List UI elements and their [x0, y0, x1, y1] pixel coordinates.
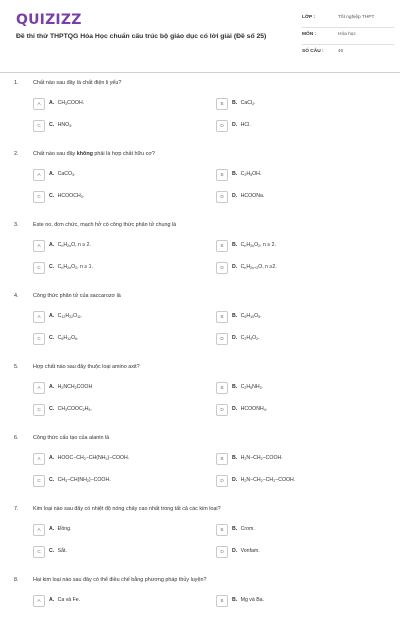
question-text: Kim loại nào sau đây có nhiệt độ nóng chảy cao nhất trong tất cả các kim loại? [33, 506, 221, 512]
worksheet-title: Đề thi thử THPTQG Hóa Học chuẩn cấu trúc bộ giáo dục có lời giải (Đề số 25) [16, 33, 267, 40]
option-label: D. [232, 335, 238, 341]
option-label: B. [232, 171, 238, 177]
option-text [49, 406, 92, 412]
option-letter-box[interactable]: B [216, 169, 228, 181]
option-d[interactable] [216, 262, 386, 276]
option-c[interactable] [33, 546, 203, 560]
option-content: $C_nH_{2n}O_2$, n ≥ 2. [239, 242, 276, 248]
meta-value: Tốt nghiệp THPT [338, 15, 375, 20]
option-content: $C_nH_{2n}O$, n ≥ 2. [56, 242, 91, 248]
option-text [232, 100, 256, 106]
question-number: 5. [14, 364, 19, 370]
option-text [232, 477, 295, 483]
option-content: $C_nH_{2n}O_2$, n ≥ 1. [56, 264, 93, 270]
option-letter-box[interactable]: A [33, 240, 45, 252]
question-text: Công thức cấu tạo của alanin là [33, 435, 110, 441]
question-text: Chất nào sau đây không phải là hợp chất hữu cơ? [33, 151, 155, 157]
option-a[interactable] [33, 311, 203, 325]
option-content: Crom. [239, 526, 255, 532]
option-d[interactable] [216, 475, 386, 489]
option-letter-box[interactable]: B [216, 453, 228, 465]
option-text [232, 384, 263, 390]
option-text [49, 335, 79, 341]
option-content: $HCOONH_4$. [239, 406, 268, 412]
option-content: HCl. [239, 122, 251, 128]
question-4 [0, 293, 400, 359]
option-letter-box[interactable]: C [33, 333, 45, 345]
meta-key: LỚP : [302, 15, 316, 20]
option-letter-box[interactable]: B [216, 382, 228, 394]
option-content: $HCOOCH_3$. [56, 193, 85, 199]
question-number: 6. [14, 435, 19, 441]
question-number: 3. [14, 222, 19, 228]
option-label: A. [49, 313, 55, 319]
option-label: C. [49, 264, 55, 270]
option-label: B. [232, 526, 238, 532]
option-label: D. [232, 406, 238, 412]
option-content: $H_2N-CH_2-COOH$. [239, 455, 283, 461]
meta-value: Hóa học [338, 32, 356, 37]
option-content: Sắt. [56, 548, 67, 554]
option-content: $C_2H_5NH_2$. [239, 384, 264, 390]
question-5 [0, 364, 400, 430]
option-text [49, 384, 92, 390]
option-label: B. [232, 384, 238, 390]
option-a[interactable] [33, 98, 203, 112]
question-text: Công thức phân tử của saccarozơ là [33, 293, 121, 299]
option-b[interactable] [216, 311, 386, 325]
option-label: C. [49, 548, 55, 554]
option-d[interactable] [216, 404, 386, 418]
option-letter-box[interactable]: A [33, 98, 45, 110]
option-letter-box[interactable]: D [216, 404, 228, 416]
option-b[interactable] [216, 169, 386, 183]
option-text [49, 171, 76, 177]
option-a[interactable] [33, 240, 203, 254]
question-number: 1. [14, 80, 19, 86]
question-number: 7. [14, 506, 19, 512]
option-content: $H_2NCH_2COOH$ [56, 384, 93, 390]
option-text [232, 242, 276, 248]
option-label: D. [232, 477, 238, 483]
worksheet-header [0, 0, 400, 70]
header-divider [0, 72, 400, 73]
option-letter-box[interactable]: C [33, 546, 45, 558]
option-text [49, 100, 84, 106]
option-a[interactable] [33, 524, 203, 538]
question-text: Chất nào sau đây là chất điện li yếu? [33, 80, 122, 86]
meta-key: MÔN : [302, 32, 317, 37]
option-c[interactable] [33, 191, 203, 205]
option-content: $CH_3-CH(NH_2)-COOH$. [56, 477, 111, 483]
quizizz-logo: QUIZIZZ [16, 12, 82, 28]
option-letter-box[interactable]: A [33, 453, 45, 465]
option-label: A. [49, 384, 55, 390]
option-letter-box[interactable]: B [216, 524, 228, 536]
option-text [232, 193, 264, 199]
question-number: 8. [14, 577, 19, 583]
option-content: $CH_3COOH$. [56, 100, 85, 106]
question-text: Hợp chất nào sau đây thuộc loại amino axit? [33, 364, 140, 370]
meta-table [302, 11, 394, 61]
option-label: C. [49, 193, 55, 199]
option-text [49, 548, 67, 554]
option-c[interactable] [33, 475, 203, 489]
option-letter-box[interactable]: C [33, 191, 45, 203]
option-text [49, 597, 80, 603]
option-content: $CH_3COOC_2H_5$. [56, 406, 92, 412]
question-3 [0, 222, 400, 288]
option-c[interactable] [33, 333, 203, 347]
option-letter-box[interactable]: A [33, 169, 45, 181]
option-b[interactable] [216, 453, 386, 467]
option-label: B. [232, 100, 238, 106]
option-text [232, 335, 260, 341]
option-text [232, 313, 262, 319]
option-d[interactable] [216, 191, 386, 205]
option-a[interactable] [33, 169, 203, 183]
question-8 [0, 577, 400, 643]
option-text [232, 406, 267, 412]
option-letter-box[interactable]: A [33, 311, 45, 323]
option-text [232, 455, 283, 461]
option-c[interactable] [33, 404, 203, 418]
question-6 [0, 435, 400, 501]
option-b[interactable] [216, 595, 386, 609]
option-letter-box[interactable]: C [33, 120, 45, 132]
option-letter-box[interactable]: C [33, 404, 45, 416]
option-label: B. [232, 242, 238, 248]
option-b[interactable] [216, 382, 386, 396]
option-content: CaCl$_2$. [239, 100, 256, 106]
option-letter-box[interactable]: B [216, 240, 228, 252]
option-letter-box[interactable]: D [216, 333, 228, 345]
option-label: A. [49, 526, 55, 532]
option-content: $H_2N-CH_2-CH_2-COOH$. [239, 477, 296, 483]
option-label: A. [49, 100, 55, 106]
option-text [49, 264, 93, 270]
question-number: 4. [14, 293, 19, 299]
option-text [232, 264, 277, 270]
option-letter-box[interactable]: C [33, 475, 45, 487]
option-letter-box[interactable]: D [216, 262, 228, 274]
option-text [232, 122, 251, 128]
option-letter-box[interactable]: D [216, 191, 228, 203]
option-label: B. [232, 455, 238, 461]
option-label: D. [232, 548, 238, 554]
option-text [49, 193, 84, 199]
option-letter-box[interactable]: B [216, 98, 228, 110]
option-label: A. [49, 597, 55, 603]
question-text: Hai kim loại nào sau đây có thể điều chế bằng phương pháp thủy luyện? [33, 577, 207, 583]
question-number: 2. [14, 151, 19, 157]
option-a[interactable] [33, 595, 203, 609]
option-content: $HOOC-CH_2-CH(NH_2)-COOH$. [56, 455, 130, 461]
option-text [232, 526, 255, 532]
option-letter-box[interactable]: A [33, 524, 45, 536]
option-content: $HNO_3$. [56, 122, 73, 128]
option-text [49, 313, 82, 319]
option-label: B. [232, 597, 238, 603]
option-a[interactable] [33, 382, 203, 396]
option-content: $C_nH_{2n+2}O$, n ≥2. [239, 264, 277, 270]
option-letter-box[interactable]: B [216, 595, 228, 607]
question-1 [0, 80, 400, 146]
option-content: $C_{12}H_{22}O_{11}$. [56, 313, 83, 319]
option-c[interactable] [33, 120, 203, 134]
option-content: Đồng. [56, 526, 72, 532]
option-d[interactable] [216, 546, 386, 560]
option-d[interactable] [216, 120, 386, 134]
option-label: C. [49, 335, 55, 341]
option-label: D. [232, 193, 238, 199]
option-letter-box[interactable]: D [216, 475, 228, 487]
option-letter-box[interactable]: A [33, 595, 45, 607]
option-label: D. [232, 264, 238, 270]
question-2 [0, 151, 400, 217]
option-text [49, 455, 129, 461]
option-letter-box[interactable]: A [33, 382, 45, 394]
option-b[interactable] [216, 240, 386, 254]
meta-row-subject [302, 28, 394, 45]
option-text [49, 122, 73, 128]
option-label: D. [232, 122, 238, 128]
option-label: C. [49, 406, 55, 412]
option-d[interactable] [216, 333, 386, 347]
meta-row-count [302, 45, 394, 61]
option-letter-box[interactable]: D [216, 120, 228, 132]
option-text [232, 171, 261, 177]
question-text: Este no, đơn chức, mạch hở có công thức phân tử chung là [33, 222, 177, 228]
option-content: $C_6H_{12}O_6$. [56, 335, 79, 341]
option-content: HCOONa. [239, 193, 265, 199]
option-content: CaCO$_3$. [56, 171, 76, 177]
option-text [49, 242, 91, 248]
option-text [232, 548, 260, 554]
option-content: Ca và Fe. [56, 597, 81, 603]
question-7 [0, 506, 400, 572]
option-letter-box[interactable]: C [33, 262, 45, 274]
meta-value: 40 [338, 49, 344, 54]
option-content: Vonfam. [239, 548, 260, 554]
option-label: C. [49, 477, 55, 483]
option-content: $C_2H_5OH$. [239, 171, 262, 177]
option-text [49, 477, 111, 483]
option-letter-box[interactable]: B [216, 311, 228, 323]
option-content: $C_2H_4O_2$. [239, 335, 260, 341]
option-content: Mg và Ba. [239, 597, 264, 603]
option-text [49, 526, 71, 532]
meta-row-class [302, 11, 394, 28]
option-b[interactable] [216, 98, 386, 112]
option-a[interactable] [33, 453, 203, 467]
option-label: A. [49, 171, 55, 177]
meta-key: SỐ CÂU : [302, 49, 324, 54]
option-label: C. [49, 122, 55, 128]
option-b[interactable] [216, 524, 386, 538]
option-c[interactable] [33, 262, 203, 276]
option-label: A. [49, 242, 55, 248]
option-letter-box[interactable]: D [216, 546, 228, 558]
option-text [232, 597, 264, 603]
option-label: A. [49, 455, 55, 461]
option-label: B. [232, 313, 238, 319]
option-content: $C_6H_{10}O_5$. [239, 313, 262, 319]
